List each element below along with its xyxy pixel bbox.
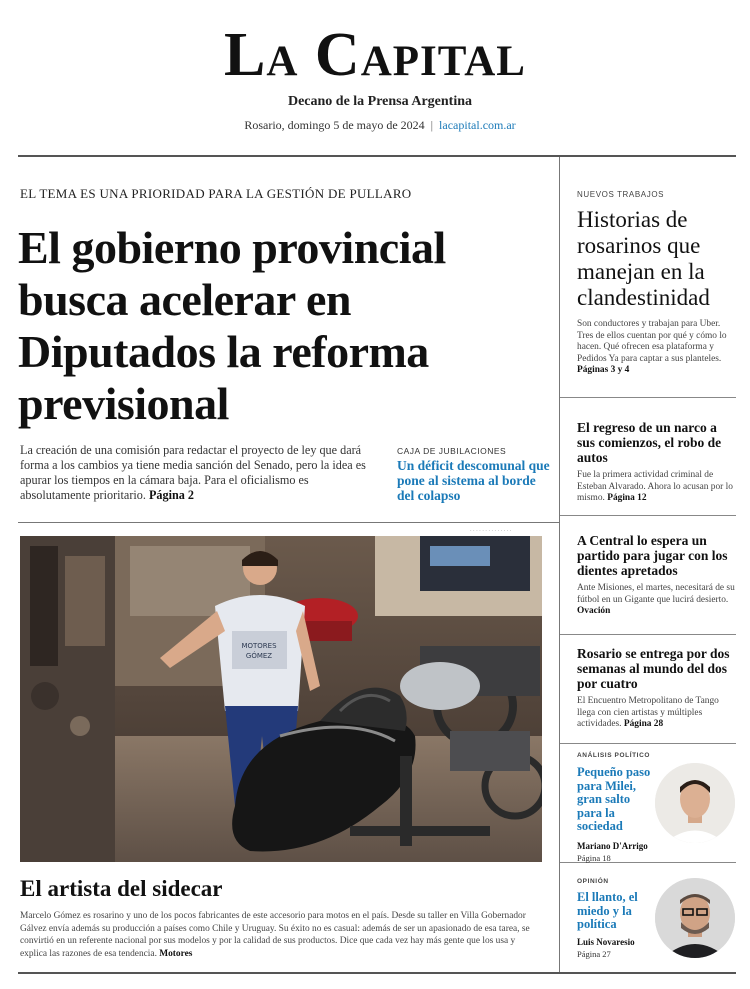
masthead: [0, 0, 750, 150]
sidebar-divider-3: [560, 634, 736, 635]
main-story-page-ref[interactable]: Página 2: [148, 488, 194, 502]
sidebar-divider-2: [560, 515, 736, 516]
sidebar-story-3-body: Ante Misiones, el martes, necesitará de su fútbol en un Gigante que lucirá desierto.: [577, 583, 735, 605]
columnist-portrait-icon: [655, 878, 735, 958]
feature-photo[interactable]: [20, 536, 542, 862]
sidebar-story-2[interactable]: [577, 420, 737, 505]
main-story-lead: [20, 443, 380, 503]
sidebar-story-1-kicker: NUEVOS TRABAJOS: [577, 190, 665, 199]
sidebar-story-2-headline[interactable]: El regreso de un narco a sus comienzos, el robo de autos: [577, 420, 722, 465]
sidebar-story-4-text: [577, 696, 737, 731]
shirt-print-line-1: MOTORES: [241, 642, 277, 650]
sidebar-story-5[interactable]: [577, 752, 657, 863]
sidebar-story-2-body: Fue la primera actividad criminal de Esteban Alvarado. Ahora lo acusan por lo mismo.: [577, 470, 733, 503]
sidebar-story-1-text: [577, 319, 737, 377]
columnist-avatar-novaresio: [655, 878, 735, 958]
sidebar-story-6-page-ref[interactable]: Página 27: [577, 948, 611, 959]
sidebar-story-6-author: Luis Novaresio: [577, 936, 635, 947]
sidebar-story-2-text: [577, 470, 737, 505]
sidebar-divider-4: [560, 743, 736, 744]
main-story-kicker: EL TEMA ES UNA PRIORIDAD PARA LA GESTIÓN DE PULLARO: [20, 186, 412, 201]
tagline: Decano de la Prensa Argentina: [287, 94, 473, 109]
main-story-headline[interactable]: El gobierno provincial busca acelerar en Diputados la reforma previsional: [18, 222, 446, 429]
sidebar-story-6-kicker: OPINIÓN: [577, 878, 609, 885]
sidebar-story-3-headline[interactable]: A Central lo espera un partido para jugar con los dientes apretados: [577, 533, 728, 578]
sidebar-story-4-headline[interactable]: Rosario se entrega por dos semanas al mundo del dos por cuatro: [577, 646, 730, 691]
main-story-lead-text: La creación de una comisión para redactar el proyecto de ley que dará forma a los cambios ya tiene media sanción del Senado, pero la idea es apurar los tiempos en la cámara baja. Para el oficialismo es absolutamente prioritario.: [20, 443, 366, 502]
sidebar-story-6-headline[interactable]: El llanto, el miedo y la política: [577, 890, 638, 931]
sidebar-story-1-page-ref[interactable]: Páginas 3 y 4: [577, 365, 630, 375]
sidebar-story-3[interactable]: [577, 533, 737, 618]
top-rule: [18, 155, 736, 157]
columnist-portrait-icon: [655, 763, 735, 843]
sidebar-story-3-text: [577, 583, 737, 618]
shirt-print-line-2: GÓMEZ: [245, 652, 273, 660]
column-divider: [559, 157, 560, 972]
feature-body-text: Marcelo Gómez es rosarino y uno de los pocos fabricantes de este accesorio para motos en el país. Desde su taller en Villa Gobernador Gálvez envía además su producción a países como Chile y Uruguay. Su éxito no es casual: además de ser un apasionado de esa tarea, se convirtió en un referente nacional por sus modelos y por la calidad de sus productos. Dice que cada vez hay más gente que los usa y explica las razones de esa tendencia.: [20, 911, 530, 959]
sidebar-story-1-headline[interactable]: Historias de rosarinos que manejan en la clandestinidad: [577, 207, 710, 310]
sidebar-story-1-body: Son conductores y trabajan para Uber. Tres de ellos cuentan por qué y cómo lo hacen. Qué ofrecen esa plataforma y Pedidos Ya para captar a sus planteles.: [577, 319, 727, 364]
main-section-divider: [18, 522, 559, 523]
sidebar-story-4-page-ref[interactable]: Página 28: [623, 719, 664, 729]
feature-section-ref[interactable]: Motores: [159, 948, 193, 959]
sidebar-story-3-page-ref[interactable]: Ovación: [577, 606, 611, 616]
sidebar-story-5-headline[interactable]: Pequeño paso para Milei, gran salto para la sociedad: [577, 765, 651, 833]
sidebar-story-4[interactable]: [577, 646, 737, 731]
feature-body: [20, 910, 540, 960]
workshop-photo-illustration: [20, 536, 542, 862]
bottom-rule: [18, 972, 736, 974]
sidebar-story-5-kicker: ANÁLISIS POLÍTICO: [577, 752, 651, 759]
photo-credit: · · · · · · · · · · · · · ·: [470, 528, 512, 534]
sidebar-story-5-author: Mariano D'Arrigo: [577, 840, 648, 851]
side-story-kicker: CAJA DE JUBILACIONES: [397, 446, 507, 456]
dateline-separator: |: [430, 118, 434, 132]
sidebar-story-6[interactable]: [577, 878, 657, 959]
edition-date: Rosario, domingo 5 de mayo de 2024: [244, 118, 425, 132]
sidebar-story-4-body: El Encuentro Metropolitano de Tango llega con cien artistas y múltiples actividades.: [577, 696, 719, 729]
sidebar-story-1[interactable]: [577, 190, 737, 377]
website-link[interactable]: lacapital.com.ar: [439, 118, 516, 132]
feature-headline[interactable]: El artista del sidecar: [20, 876, 223, 901]
newspaper-logo[interactable]: La Capital: [224, 21, 526, 89]
sidebar-story-2-page-ref[interactable]: Página 12: [607, 493, 647, 503]
sidebar-story-5-page-ref[interactable]: Página 18: [577, 852, 611, 863]
columnist-avatar-darrigo: [655, 763, 735, 843]
sidebar-divider-1: [560, 397, 736, 398]
dateline: [0, 118, 750, 133]
side-story-headline[interactable]: Un déficit descomunal que pone al sistema al borde del colapso: [397, 458, 550, 503]
